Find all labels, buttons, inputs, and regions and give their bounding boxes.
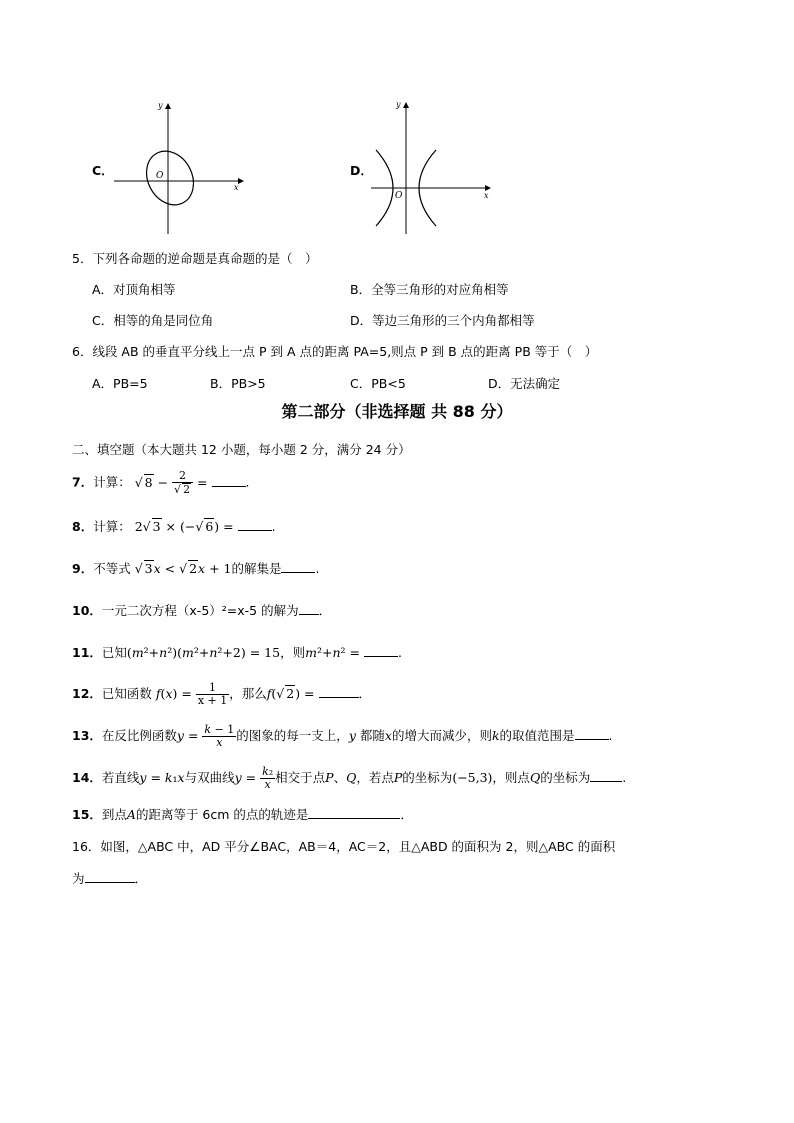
x-axis-label: x <box>484 191 489 200</box>
q11-expression: (m²+n²)(m²+n²+2) = 15 <box>126 645 281 660</box>
q14-number: 14． <box>72 770 102 786</box>
q8-text: 计算： <box>93 519 131 534</box>
q13-text: 在反比例函数 <box>101 728 177 744</box>
q13-number: 13． <box>72 728 102 744</box>
q8-expression: 2√ 3 × (−√ 6) = <box>134 519 234 534</box>
q7-number: 7． <box>72 474 94 490</box>
q12-text: 已知函数 <box>101 686 152 702</box>
q9: 9．不等式 √ 3x < √ 2x + 1的解集是 . <box>72 561 320 576</box>
graph-d <box>366 98 496 238</box>
q6-option-c: C．PB<5 <box>350 376 406 391</box>
q15-text: 到点 <box>101 807 127 822</box>
q5-option-b: B．全等三角形的对应角相等 <box>350 282 509 297</box>
q7: 7．计算： √ 8 − $\frac{2}{√ 2}$ = . <box>72 469 250 497</box>
q13: 13．在反比例函数y = $\frac{k - 1}{x}$ 的图象的每一支上，y 都随x的增大而减少，则k的取值范围是 . <box>72 723 613 750</box>
q6-option-a: A．PB=5 <box>92 376 148 391</box>
q14-line: y = k₁x <box>139 770 185 786</box>
q14-answer-blank[interactable] <box>590 769 622 782</box>
y-axis-label: y <box>396 100 401 109</box>
q9-answer-blank[interactable] <box>281 560 315 573</box>
graph-c-label: C． <box>92 163 114 178</box>
q7-answer-blank[interactable] <box>212 474 246 487</box>
q10-number: 10． <box>72 603 102 618</box>
q10-text: 一元二次方程（x-5）²=x-5 的解为 <box>101 603 299 618</box>
q12: 12．已知函数 f(x) = $\frac{1}{x + 1}$ ，那么f(√ 2) = ． <box>72 681 372 708</box>
q12-target: f(√ 2) = <box>266 686 315 702</box>
q12-expression: f(x) = $\frac{1}{x + 1}$ <box>155 681 228 708</box>
origin-label: O <box>395 191 403 201</box>
graph-d-label: D． <box>350 163 373 178</box>
q9-expression: √ 3x < √ 2x + 1 <box>134 561 232 576</box>
q11-answer-blank[interactable] <box>364 644 398 657</box>
q5-option-a: A．对顶角相等 <box>92 282 176 297</box>
q7-expression: √ 8 − $\frac{2}{√ 2}$ = <box>134 469 208 497</box>
q5-option-d: D．等边三角形的三个内角都相等 <box>350 313 535 328</box>
q8: 8．计算： 2√ 3 × (−√ 6) = . <box>72 519 276 534</box>
q8-answer-blank[interactable] <box>238 518 272 531</box>
q13-function: y = $\frac{k - 1}{x}$ <box>176 723 235 750</box>
q15-number: 15． <box>72 807 102 822</box>
q6-option-d: D．无法确定 <box>488 376 561 391</box>
ellipse-curve <box>137 143 202 213</box>
q11-target: m²+n² = <box>305 645 360 660</box>
q11-number: 11． <box>72 645 102 660</box>
x-axis-label: x <box>234 183 239 192</box>
graph-c <box>108 98 248 238</box>
q6-option-b: B．PB>5 <box>210 376 266 391</box>
q10-answer-blank[interactable] <box>299 602 319 615</box>
y-axis-label: y <box>158 101 163 110</box>
q15-answer-blank[interactable] <box>308 806 400 819</box>
q7-text: 计算： <box>93 474 131 490</box>
q8-number: 8． <box>72 519 94 534</box>
q11: 11．已知(m²+n²)(m²+n²+2) = 15，则m²+n² = . <box>72 645 402 660</box>
q5-stem: 5．下列各命题的逆命题是真命题的是（ ） <box>72 251 318 266</box>
q10: 10．一元二次方程（x-5）²=x-5 的解为 ． <box>72 603 332 618</box>
q14-hyperbola: y = $\frac{\text{k₂}}{x}$ <box>234 765 274 792</box>
q11-text: 已知 <box>101 645 127 660</box>
section2-header: 二、填空题（本大题共 12 小题，每小题 2 分，满分 24 分） <box>72 442 411 457</box>
q14-text: 若直线 <box>101 770 140 786</box>
q5-option-c: C．相等的角是同位角 <box>92 313 214 328</box>
q12-answer-blank[interactable] <box>319 685 359 698</box>
q9-number: 9． <box>72 561 94 576</box>
origin-label: O <box>156 171 164 181</box>
q13-answer-blank[interactable] <box>575 727 609 740</box>
q14: 14．若直线y = k₁x与双曲线y = $\frac{\text{k₂}}{x}$ 相交于点P、Q，若点P的坐标为(−5,3)，则点Q的坐标为 . <box>72 765 627 792</box>
part2-title: 第二部分（非选择题 共 88 分） <box>281 402 513 421</box>
q15: 15．到点A的距离等于 6cm 的点的轨迹是 ． <box>72 807 413 822</box>
q16-line2: 为 ． <box>72 871 148 886</box>
q12-number: 12． <box>72 686 102 702</box>
q6-stem: 6．线段 AB 的垂直平分线上一点 P 到 A 点的距离 PA=5,则点 P 到 B 点的距离 PB 等于（ ） <box>72 344 598 359</box>
q16-line1: 16．如图，△ABC 中，AD 平分∠BAC，AB＝4，AC＝2，且△ABD 的面积为 2，则△ABC 的面积 <box>72 839 616 854</box>
q16-answer-blank[interactable] <box>85 870 135 883</box>
q9-text: 不等式 <box>93 561 131 576</box>
